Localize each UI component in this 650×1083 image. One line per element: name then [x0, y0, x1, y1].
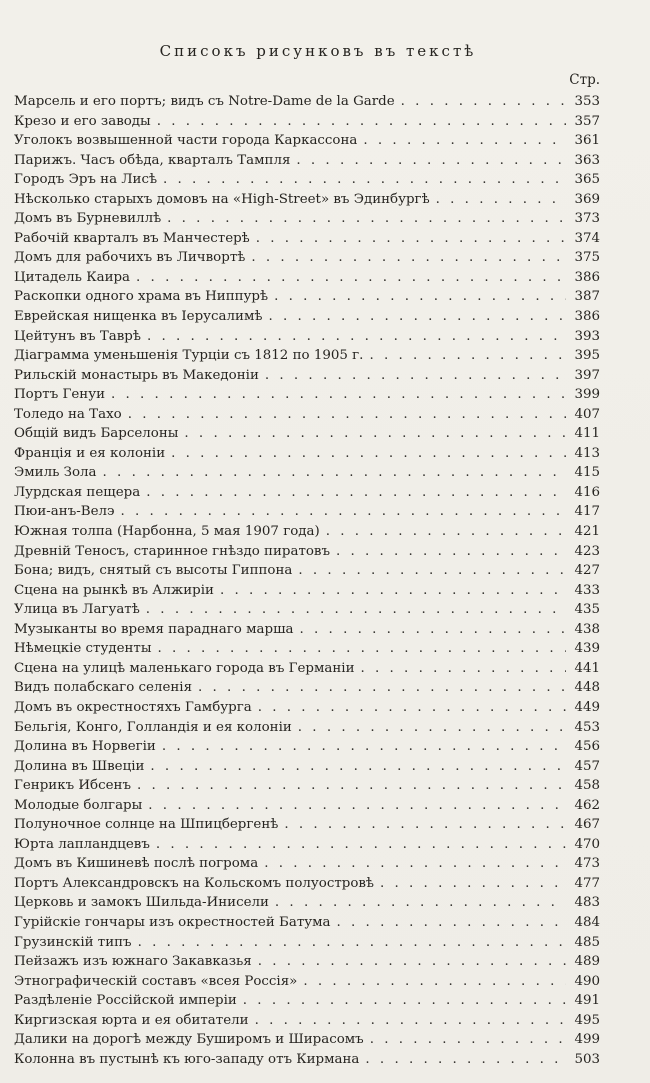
toc-entry-title: Цейтунъ въ Таврѣ — [14, 328, 141, 344]
toc-entry — [14, 131, 600, 151]
toc-entry — [14, 287, 600, 307]
toc-entry — [14, 933, 600, 953]
dot-leader — [148, 796, 566, 816]
toc-entry-title: Генрикъ Ибсенъ — [14, 778, 131, 794]
toc-entry-page: 374 — [574, 230, 600, 246]
toc-entry-title: Эмиль Зола — [14, 465, 97, 481]
toc-entry-page: 369 — [574, 191, 600, 207]
toc-entry-title: Долина въ Норвегіи — [14, 739, 156, 755]
toc-entry — [14, 307, 600, 327]
dot-leader — [138, 933, 566, 953]
toc-entry-page: 448 — [574, 680, 600, 696]
dot-leader — [128, 405, 566, 425]
toc-entry-title: Нѣмецкіе студенты — [14, 641, 152, 657]
toc-entry-title: Нѣсколько старыхъ домовъ на «High-Street» въ Эдинбургѣ — [14, 191, 430, 207]
toc-entry — [14, 542, 600, 562]
toc-entry-page: 456 — [574, 739, 600, 755]
toc-entry-title: Бона; видъ, снятый съ высоты Гиппона — [14, 563, 293, 579]
toc-entry-title: Еврейская нищенка въ Іерусалимѣ — [14, 309, 263, 325]
toc-entry-title: Пюи-анъ-Велэ — [14, 504, 115, 520]
toc-entry-title: Юрта лапландцевъ — [14, 836, 150, 852]
dot-leader — [156, 835, 566, 855]
toc-entry-page: 438 — [574, 621, 600, 637]
dot-leader — [370, 1030, 566, 1050]
dot-leader — [336, 542, 566, 562]
figure-list — [14, 92, 600, 1069]
toc-entry-page: 439 — [574, 641, 600, 657]
toc-entry — [14, 522, 600, 542]
dot-leader — [284, 815, 566, 835]
toc-entry-page: 373 — [574, 211, 600, 227]
toc-entry — [14, 893, 600, 913]
toc-entry-title: Раздѣленіе Россійской имперіи — [14, 993, 237, 1009]
toc-entry — [14, 444, 600, 464]
toc-entry-page: 477 — [574, 875, 600, 891]
toc-entry-title: Древній Теносъ, старинное гнѣздо пиратовъ — [14, 543, 330, 559]
toc-entry-title: Портъ Александровскъ на Кольскомъ полуостровѣ — [14, 875, 375, 891]
toc-entry-title: Домъ въ Бурневиллѣ — [14, 211, 162, 227]
toc-entry-title: Марсель и его портъ; видъ съ Notre-Dame de la Garde — [14, 94, 395, 109]
toc-entry-page: 375 — [574, 250, 600, 266]
toc-entry — [14, 248, 600, 268]
toc-entry — [14, 972, 600, 992]
toc-entry — [14, 190, 600, 210]
toc-entry — [14, 502, 600, 522]
toc-entry-page: 353 — [574, 94, 600, 109]
toc-entry-page: 413 — [574, 445, 600, 461]
dot-leader — [298, 718, 566, 738]
dot-leader — [369, 346, 566, 366]
toc-entry — [14, 913, 600, 933]
dot-leader — [275, 893, 566, 913]
dot-leader — [251, 248, 566, 268]
toc-entry-title: Толедо на Тахо — [14, 406, 122, 422]
toc-entry-page: 490 — [574, 973, 600, 989]
toc-entry — [14, 737, 600, 757]
toc-entry-title: Лурдская пещера — [14, 484, 141, 500]
dot-leader — [157, 112, 566, 132]
dot-leader — [258, 952, 566, 972]
dot-leader — [162, 737, 566, 757]
toc-entry — [14, 991, 600, 1011]
toc-entry-page: 449 — [574, 699, 600, 715]
dot-leader — [163, 170, 566, 190]
toc-entry-page: 470 — [574, 836, 600, 852]
toc-entry — [14, 659, 600, 679]
toc-entry-title: Этнографическій составъ «всея Россія» — [14, 973, 298, 989]
toc-entry-page: 397 — [574, 367, 600, 383]
toc-entry-page: 421 — [574, 524, 600, 540]
dot-leader — [296, 151, 566, 171]
toc-entry-title: Полуночное солнце на Шпицбергенѣ — [14, 817, 279, 833]
dot-leader — [146, 483, 566, 503]
dot-leader — [337, 913, 566, 933]
toc-entry-title: Киргизская юрта и ея обитатели — [14, 1012, 249, 1028]
toc-entry — [14, 151, 600, 171]
dot-leader — [363, 131, 566, 151]
toc-entry-page: 411 — [574, 426, 600, 442]
toc-entry-title: Пейзажъ изъ южнаго Закавказья — [14, 954, 252, 970]
toc-entry-title: Франція и ея колоніи — [14, 445, 166, 461]
dot-leader — [326, 522, 566, 542]
toc-entry-title: Музыканты во время параднаго марша — [14, 621, 294, 637]
toc-entry-page: 453 — [574, 719, 600, 735]
toc-entry-page: 457 — [574, 758, 600, 774]
toc-entry — [14, 483, 600, 503]
toc-entry-page: 417 — [574, 504, 600, 520]
toc-entry-title: Долина въ Швеціи — [14, 758, 145, 774]
toc-entry — [14, 757, 600, 777]
toc-entry-page: 407 — [574, 406, 600, 422]
dot-leader — [111, 385, 566, 405]
toc-entry-title: Южная толпа (Нарбонна, 5 мая 1907 года) — [14, 524, 320, 540]
toc-entry — [14, 678, 600, 698]
toc-entry-page: 491 — [574, 993, 600, 1009]
toc-entry — [14, 385, 600, 405]
page-title: Списокъ рисунковъ въ текстѣ — [159, 42, 477, 60]
toc-entry — [14, 209, 600, 229]
dot-leader — [258, 698, 566, 718]
dot-leader — [171, 444, 566, 464]
toc-entry — [14, 874, 600, 894]
toc-entry-title: Домъ для рабочихъ въ Личвортѣ — [14, 250, 246, 266]
toc-entry-title: Рабочій кварталъ въ Манчестерѣ — [14, 230, 250, 246]
toc-entry-title: Сцена на улицѣ маленькаго города въ Германіи — [14, 660, 355, 676]
toc-entry-page: 483 — [574, 895, 600, 911]
dot-leader — [380, 874, 566, 894]
toc-entry — [14, 796, 600, 816]
toc-entry-page: 427 — [574, 563, 600, 579]
toc-entry — [14, 1011, 600, 1031]
dot-leader — [146, 600, 566, 620]
dot-leader — [121, 502, 566, 522]
dot-leader — [136, 268, 566, 288]
toc-entry-page: 386 — [574, 309, 600, 325]
toc-entry-page: 399 — [574, 387, 600, 403]
dot-leader — [361, 659, 566, 679]
toc-entry-page: 433 — [574, 582, 600, 598]
toc-entry — [14, 581, 600, 601]
dot-leader — [265, 366, 566, 386]
toc-entry-page: 387 — [574, 289, 600, 305]
toc-entry-title: Грузинскій типъ — [14, 934, 132, 950]
dot-leader — [167, 209, 566, 229]
toc-entry — [14, 463, 600, 483]
toc-entry-page: 363 — [574, 152, 600, 168]
toc-entry — [14, 424, 600, 444]
toc-entry-title: Церковь и замокъ Шильда-Инисели — [14, 895, 269, 911]
dot-leader — [298, 561, 566, 581]
toc-entry — [14, 346, 600, 366]
toc-entry-page: 473 — [574, 856, 600, 872]
toc-entry-page: 393 — [574, 328, 600, 344]
toc-entry-title: Парижъ. Часъ обѣда, кварталъ Тампля — [14, 152, 291, 168]
dot-leader — [401, 92, 566, 112]
toc-entry-page: 435 — [574, 602, 600, 618]
toc-entry-title: Далики на дорогѣ между Буширомъ и Ширасомъ — [14, 1032, 364, 1048]
dot-leader — [436, 190, 566, 210]
toc-entry-page: 495 — [574, 1012, 600, 1028]
toc-entry-page: 386 — [574, 269, 600, 285]
dot-leader — [198, 678, 566, 698]
toc-entry-page: 416 — [574, 484, 600, 500]
toc-entry-title: Домъ въ окрестностяхъ Гамбурга — [14, 699, 252, 715]
toc-entry — [14, 600, 600, 620]
toc-entry — [14, 112, 600, 132]
dot-leader — [220, 581, 566, 601]
dot-leader — [365, 1050, 566, 1070]
toc-entry — [14, 620, 600, 640]
toc-entry-title: Діаграмма уменьшенія Турціи съ 1812 по 1905 г. — [14, 348, 364, 364]
toc-entry-page: 458 — [574, 778, 600, 794]
dot-leader — [150, 757, 566, 777]
dot-leader — [300, 620, 566, 640]
toc-entry-title: Молодые болгары — [14, 797, 143, 813]
toc-entry-title: Видъ полабскаго селенія — [14, 680, 193, 696]
toc-entry-page: 441 — [574, 660, 600, 676]
toc-entry-page: 423 — [574, 543, 600, 559]
toc-entry — [14, 327, 600, 347]
toc-entry-title: Портъ Генуи — [14, 387, 106, 403]
toc-entry-title: Рильскій монастырь въ Македоніи — [14, 367, 259, 383]
toc-entry — [14, 854, 600, 874]
dot-leader — [147, 327, 566, 347]
toc-entry-title: Колонна въ пустынѣ къ юго-западу отъ Кирмана — [14, 1051, 360, 1067]
toc-entry-page: 462 — [574, 797, 600, 813]
toc-entry-page: 503 — [574, 1051, 600, 1067]
page-column-header: Стр. — [569, 72, 600, 88]
toc-entry-title: Городъ Эръ на Лисѣ — [14, 172, 158, 188]
toc-entry-page: 361 — [574, 133, 600, 149]
toc-entry — [14, 952, 600, 972]
toc-entry-page: 485 — [574, 934, 600, 950]
dot-leader — [103, 463, 566, 483]
toc-entry-title: Сцена на рынкѣ въ Алжиріи — [14, 582, 214, 598]
toc-entry-title: Бельгія, Конго, Голландія и ея колоніи — [14, 719, 292, 735]
dot-leader — [255, 1011, 566, 1031]
toc-entry — [14, 639, 600, 659]
toc-entry-page: 489 — [574, 954, 600, 970]
toc-entry-page: 484 — [574, 914, 600, 930]
toc-entry — [14, 229, 600, 249]
toc-entry-page: 357 — [574, 113, 600, 129]
toc-entry-title: Общій видъ Барселоны — [14, 426, 179, 442]
dot-leader — [137, 776, 566, 796]
toc-entry — [14, 698, 600, 718]
dot-leader — [268, 307, 566, 327]
toc-entry-page: 365 — [574, 172, 600, 188]
toc-entry — [14, 815, 600, 835]
toc-entry — [14, 268, 600, 288]
toc-entry — [14, 1030, 600, 1050]
toc-entry — [14, 92, 600, 112]
toc-entry-title: Уголокъ возвышенной части города Каркассона — [14, 133, 358, 149]
dot-leader — [303, 972, 566, 992]
dot-leader — [243, 991, 566, 1011]
toc-entry — [14, 561, 600, 581]
dot-leader — [264, 854, 566, 874]
toc-entry — [14, 835, 600, 855]
toc-entry — [14, 718, 600, 738]
toc-entry-title: Домъ въ Кишиневѣ послѣ погрома — [14, 856, 259, 872]
dot-leader — [157, 639, 566, 659]
toc-entry-title: Раскопки одного храма въ Ниппурѣ — [14, 289, 269, 305]
toc-entry-page: 499 — [574, 1032, 600, 1048]
toc-entry — [14, 366, 600, 386]
toc-entry-title: Цитадель Каира — [14, 269, 131, 285]
toc-entry — [14, 405, 600, 425]
toc-entry — [14, 170, 600, 190]
toc-entry — [14, 1050, 600, 1070]
dot-leader — [274, 287, 566, 307]
dot-leader — [256, 229, 566, 249]
toc-entry-title: Улица въ Лагуатѣ — [14, 602, 140, 618]
toc-entry-title: Гурійскіе гончары изъ окрестностей Батума — [14, 914, 331, 930]
toc-entry-page: 467 — [574, 817, 600, 833]
toc-entry-page: 415 — [574, 465, 600, 481]
toc-entry — [14, 776, 600, 796]
toc-entry-title: Крезо и его заводы — [14, 113, 151, 129]
toc-entry-page: 395 — [574, 348, 600, 364]
dot-leader — [184, 424, 566, 444]
